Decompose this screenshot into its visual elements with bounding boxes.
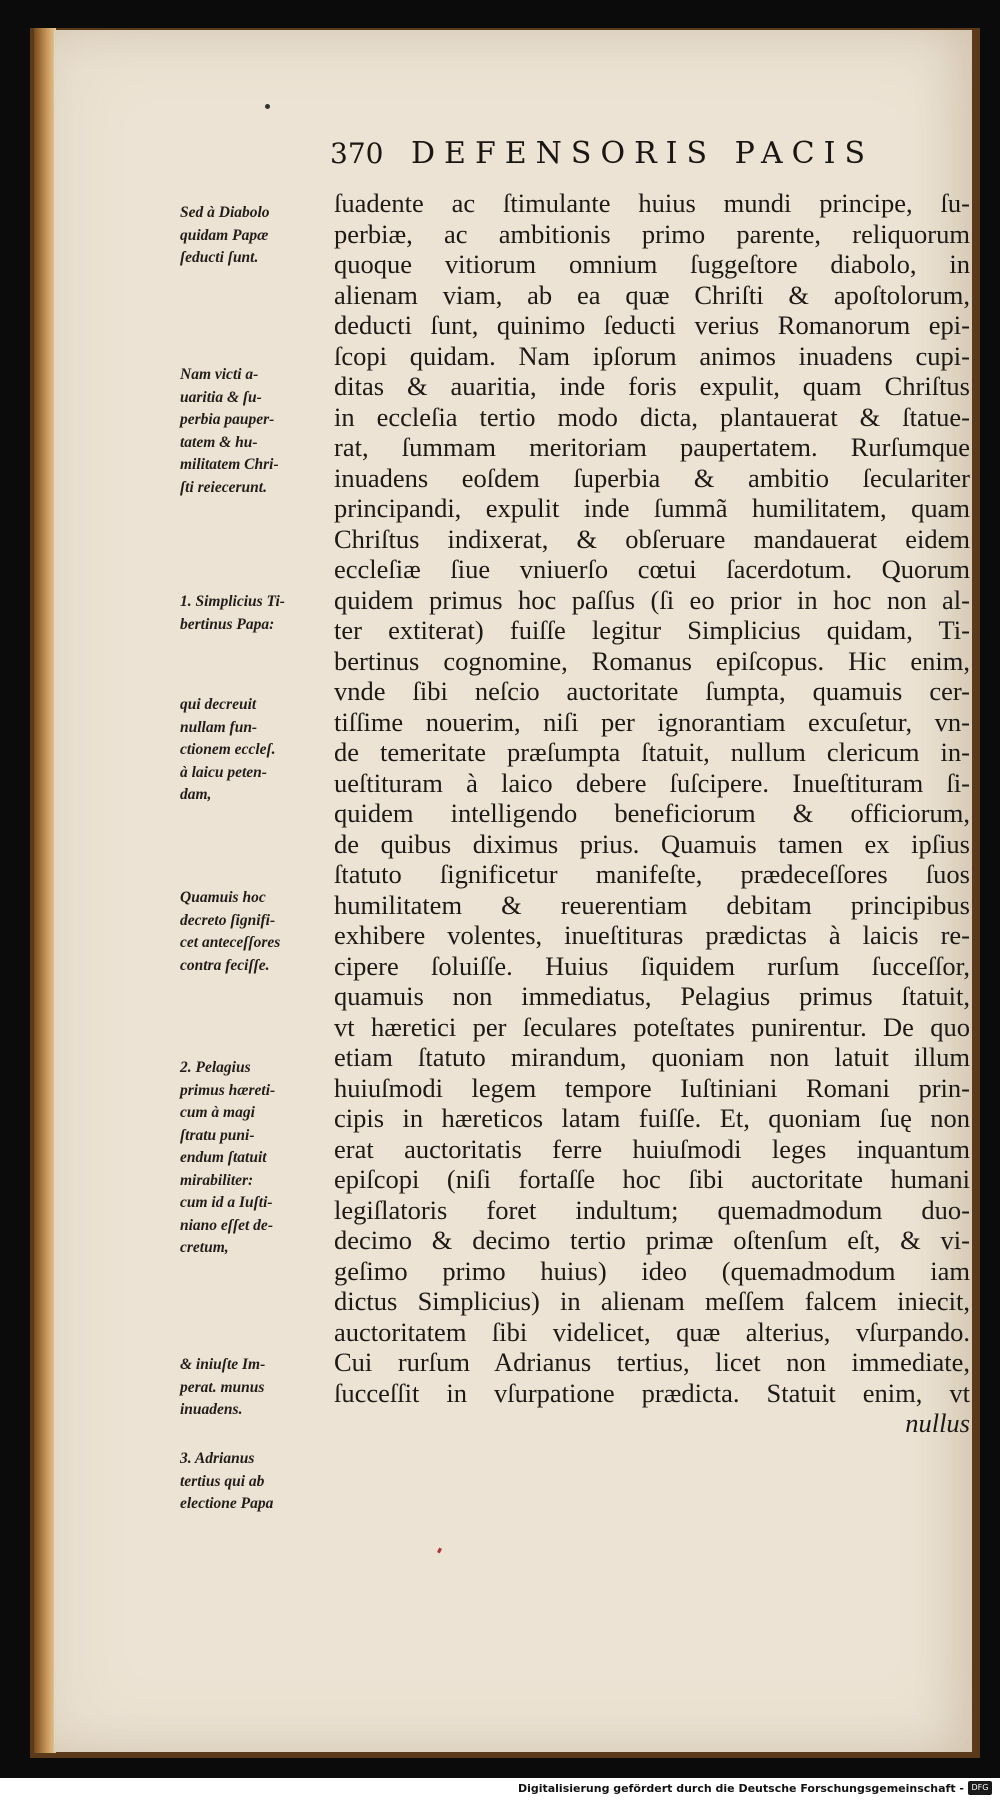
margin-note-line: electione Papa: [180, 1495, 274, 1512]
text-line: alienam viam, ab ea quæ Chriſti & apoſtolorum,: [334, 279, 970, 310]
dfg-logo: DFG: [968, 1781, 992, 1795]
margin-note-line: uaritia & ſu-: [180, 388, 262, 406]
margin-note-line: dam,: [180, 786, 212, 803]
text-line: legiſlatoris foret indultum; quemadmodum duo-: [334, 1194, 970, 1225]
margin-note-line: endum ſtatuit: [180, 1149, 267, 1166]
text-line: decimo & decimo tertio primæ oſtenſum eſt, & vi-: [334, 1225, 970, 1255]
margin-note-line: perat. munus: [180, 1378, 265, 1396]
margin-note-line: 3. Adrianus: [180, 1450, 255, 1467]
margin-note: [180, 364, 335, 499]
text-line: exhibere volentes, inueſtituras prædictas à laicis re-: [334, 920, 970, 950]
margin-note-line: militatem Chri-: [180, 456, 279, 473]
margin-note-line: mirabiliter:: [180, 1171, 254, 1189]
text-line: ſcopi quidam. Nam ipſorum animos inuadens cupi-: [334, 340, 970, 371]
text-line: erat auctoritatis ferre huiuſmodi leges inquantum: [334, 1133, 970, 1164]
ink-spot: [265, 104, 270, 109]
margin-note-line: 2. Pelagius: [180, 1059, 251, 1076]
margin-note-line: ctionem eccleſ.: [180, 741, 276, 758]
margin-note-line: cum à magi: [180, 1104, 255, 1121]
margin-note: [180, 591, 335, 636]
page-number: 370: [330, 137, 384, 170]
text-line: de quibus diximus prius. Quamuis tamen ex ipſius: [334, 828, 970, 859]
text-line: ditas & auaritia, inde foris expulit, quam Chriſtus: [334, 371, 970, 401]
margin-note-line: à laicu peten-: [180, 763, 267, 781]
catchword: nullus: [905, 1408, 970, 1438]
margin-note-line: Quamuis hoc: [180, 889, 266, 906]
margin-note-line: & iniuſte Im-: [180, 1356, 266, 1373]
margin-note: [180, 887, 335, 977]
margin-note-line: tertius qui ab: [180, 1472, 265, 1490]
margin-note-line: niano eſſet de-: [180, 1216, 273, 1234]
text-line: principandi, expulit inde ſummã humilitatem, quam: [334, 493, 970, 523]
text-line: auctoritatem ſibi videlicet, quæ alterius, vſurpando.: [334, 1316, 970, 1347]
margin-note-line: tatem & hu-: [180, 433, 258, 451]
text-line: Chriſtus indixerat, & obſeruare mandauerat eidem: [334, 523, 970, 554]
text-line: geſimo primo huius) ideo (quemadmodum iam: [334, 1255, 970, 1286]
margin-note: [180, 1448, 335, 1516]
main-text-block: [334, 188, 970, 1439]
text-line: tiſſime nouerim, niſi per ignorantiam excuſetur, vn-: [334, 706, 970, 737]
text-line: quidem intelligendo beneficiorum & officiorum,: [334, 798, 970, 828]
margin-note-line: cretum,: [180, 1239, 229, 1256]
text-line: quoque vitiorum omnium ſuggeſtore diabolo, in: [334, 249, 970, 279]
margin-note-line: Sed à Diabolo: [180, 204, 270, 221]
text-line: cipis in hæreticos latam fuiſſe. Et, quoniam ſuę non: [334, 1103, 970, 1133]
margin-note-line: primus hæreti-: [180, 1081, 276, 1099]
text-line: vt hæretici per ſeculares poteſtates punirentur. De quo: [334, 1011, 970, 1042]
margin-note-line: ſtratu puni-: [180, 1126, 255, 1144]
margin-note-line: ſeducti ſunt.: [180, 249, 259, 266]
running-header: [330, 136, 950, 176]
margin-note: [180, 694, 335, 807]
text-line: humilitatem & reuerentiam debitam principibus: [334, 889, 970, 920]
text-line: in eccleſia tertio modo dicta, plantauerat & ſtatue-: [334, 401, 970, 432]
margin-note-line: contra feciſſe.: [180, 956, 270, 974]
margin-note-line: cum id a Iuſti-: [180, 1194, 273, 1211]
margin-note-line: decreto ſignifi-: [180, 911, 276, 929]
margin-note-line: bertinus Papa:: [180, 615, 275, 633]
margin-note-line: ſti reiecerunt.: [180, 478, 267, 496]
text-line: dictus Simplicius) in alienam meſſem falcem iniecit,: [334, 1286, 970, 1316]
text-line: perbiæ, ac ambitionis primo parente, reliquorum: [334, 218, 970, 249]
text-line: deducti ſunt, quinimo ſeducti verius Romanorum epi-: [334, 310, 970, 340]
running-title: DEFENSORIS PACIS: [411, 136, 875, 171]
margin-note: [180, 1057, 335, 1260]
text-line: inuadens eoſdem ſuperbia & ambitio ſeculariter: [334, 462, 970, 493]
text-line: rat, ſummam meritoriam paupertatem. Rurſumque: [334, 432, 970, 462]
margin-note: [180, 202, 335, 270]
text-line: ter extiterat) fuiſſe legitur Simplicius quidam, Ti-: [334, 615, 970, 645]
page-edge: [34, 28, 56, 1753]
margin-note: [180, 1354, 335, 1422]
text-line: cipere ſoluiſſe. Huius ſiquidem rurſum ſucceſſor,: [334, 950, 970, 981]
margin-note-line: perbia pauper-: [180, 411, 275, 428]
margin-note-line: cet anteceſſores: [180, 934, 281, 951]
text-line: ſtatuto ſignificetur manifeſte, prædeceſſores ſuos: [334, 859, 970, 889]
text-line: ſuadente ac ſtimulante huius mundi principe, ſu-: [334, 188, 970, 218]
text-line: bertinus cognomine, Romanus epiſcopus. Hic enim,: [334, 645, 970, 676]
text-line: huiuſmodi legem tempore Iuſtiniani Romani prin-: [334, 1072, 970, 1103]
footer-credit: Digitalisierung gefördert durch die Deutsche Forschungsgemeinschaft -: [517, 1782, 964, 1795]
margin-note-line: qui decreuit: [180, 696, 257, 713]
text-line: etiam ſtatuto mirandum, quoniam non latuit illum: [334, 1042, 970, 1072]
margin-note-line: quidam Papæ: [180, 226, 269, 244]
text-line: de temeritate præſumpta ſtatuit, nullum clericum in-: [334, 737, 970, 767]
text-line: eccleſiæ ſiue vniuerſo cœtui ſacerdotum. Quorum: [334, 554, 970, 584]
margin-note-line: inuadens.: [180, 1401, 243, 1418]
text-line: quamuis non immediatus, Pelagius primus ſtatuit,: [334, 981, 970, 1011]
text-line: quidem primus hoc paſſus (ſi eo prior in hoc non al-: [334, 584, 970, 615]
text-line: Cui rurſum Adrianus tertius, licet non immediate,: [334, 1347, 970, 1377]
margin-note-line: Nam victi a-: [180, 366, 259, 383]
margin-note-line: nullam fun-: [180, 718, 258, 736]
text-line: ſucceſſit in vſurpatione prædicta. Statuit enim, vt: [334, 1377, 970, 1408]
margin-note-line: 1. Simplicius Ti-: [180, 593, 285, 610]
text-line: vnde ſibi neſcio auctoritate ſumpta, quamuis cer-: [334, 676, 970, 706]
text-line: ueſtituram à laico debere ſuſcipere. Inueſtituram ſi-: [334, 767, 970, 798]
text-line: epiſcopi (niſi fortaſſe hoc ſibi auctoritate humani: [334, 1164, 970, 1194]
